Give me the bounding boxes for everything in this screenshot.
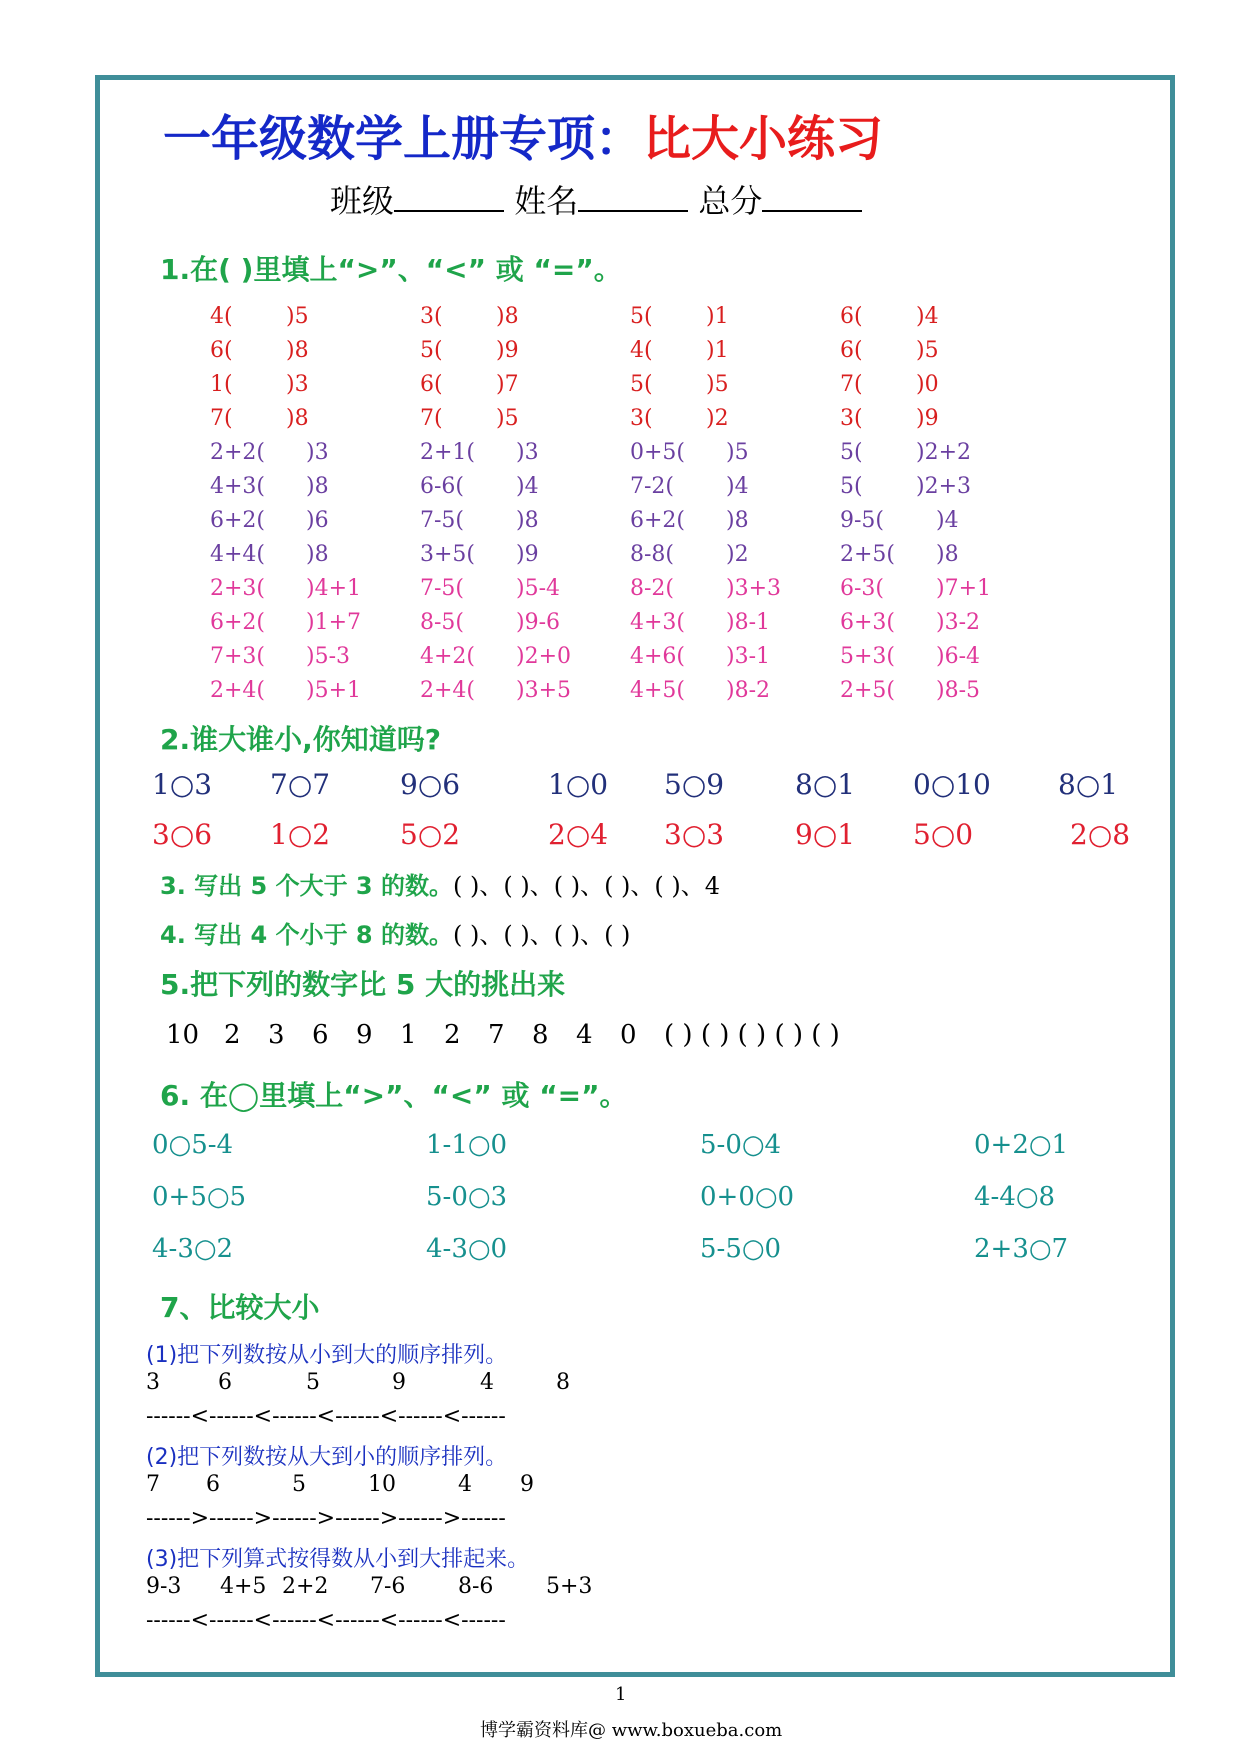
q7-part3-item: 9-3 (146, 1574, 182, 1599)
q5-number: 7 (488, 1020, 505, 1050)
q7-part1-item: 9 (392, 1370, 406, 1395)
q1-left-expr: 2+4( (210, 678, 266, 703)
q1-right-expr: )9-6 (516, 610, 561, 635)
q1-left-expr: 0+5( (630, 440, 686, 465)
q1-left-expr: 7-5( (420, 576, 465, 601)
q7-part1-order-line: ------<------<------<------<------<------ (146, 1404, 506, 1429)
q5-heading: 5.把下列的数字比 5 大的挑出来 (160, 968, 566, 1001)
q7-part1-instruction: (1)把下列数按从小到大的顺序排列。 (146, 1343, 508, 1368)
q7-part2-item: 10 (368, 1472, 396, 1497)
q6-compare-item: 1-1○0 (426, 1130, 508, 1160)
q1-left-expr: 8-2( (630, 576, 675, 601)
q2-compare-item: 1○2 (270, 818, 331, 851)
q6-heading: 6. 在◯里填上“>”、“<” 或 “=”。 (160, 1079, 628, 1112)
q7-part3-item: 2+2 (282, 1574, 329, 1599)
q6-compare-item: 5-0○3 (426, 1182, 508, 1212)
q1-left-expr: 7-2( (630, 474, 675, 499)
q2-compare-item: 5○2 (400, 818, 461, 851)
page-number: 1 (615, 1684, 627, 1705)
q6-compare-item: 0○5-4 (152, 1130, 234, 1160)
q1-right-expr: )8 (286, 406, 309, 431)
q6-compare-item: 5-0○4 (700, 1130, 782, 1160)
q1-right-expr: )2+2 (916, 440, 972, 465)
q2-compare-item: 5○9 (664, 768, 725, 801)
q5-number: 6 (312, 1020, 329, 1050)
q7-part1-item: 8 (556, 1370, 570, 1395)
q2-compare-item: 5○0 (913, 818, 974, 851)
student-info-line (330, 176, 862, 222)
q2-compare-item: 9○6 (400, 768, 461, 801)
q7-part2-instruction: (2)把下列数按从大到小的顺序排列。 (146, 1445, 508, 1470)
q1-right-expr: )4 (916, 304, 939, 329)
q1-right-expr: )3+5 (516, 678, 572, 703)
q1-left-expr: 5( (630, 372, 653, 397)
q1-right-expr: )5 (706, 372, 729, 397)
q1-right-expr: )5 (916, 338, 939, 363)
q1-left-expr: 3( (420, 304, 443, 329)
q1-left-expr: 3+5( (420, 542, 476, 567)
class-blank (394, 180, 504, 212)
q7-part2-item: 4 (458, 1472, 472, 1497)
q5-number: 2 (444, 1020, 461, 1050)
q1-right-expr: )8-5 (936, 678, 981, 703)
q1-right-expr: )4 (516, 474, 539, 499)
q1-right-expr: )5-3 (306, 644, 351, 669)
q1-right-expr: )3+3 (726, 576, 782, 601)
q1-left-expr: 6( (420, 372, 443, 397)
q1-right-expr: )6-4 (936, 644, 981, 669)
q1-right-expr: )8-2 (726, 678, 771, 703)
q6-compare-item: 4-4○8 (974, 1182, 1056, 1212)
q1-left-expr: 7-5( (420, 508, 465, 533)
q3-line (160, 866, 720, 901)
q1-left-expr: 1( (210, 372, 233, 397)
q2-compare-item: 8○1 (795, 768, 856, 801)
q6-compare-item: 4-3○2 (152, 1234, 234, 1264)
q1-left-expr: 4+5( (630, 678, 686, 703)
page-title (163, 100, 883, 169)
q1-right-expr: )1 (706, 304, 729, 329)
q2-compare-item: 2○8 (1070, 818, 1131, 851)
q7-heading: 7、比较大小 (160, 1291, 320, 1324)
q6-compare-item: 0+2○1 (974, 1130, 1069, 1160)
q1-left-expr: 8-8( (630, 542, 675, 567)
q1-right-expr: )3-2 (936, 610, 981, 635)
q7-part1-item: 5 (306, 1370, 320, 1395)
q6-compare-item: 5-5○0 (700, 1234, 782, 1264)
q1-right-expr: )3 (286, 372, 309, 397)
q5-number: 9 (356, 1020, 373, 1050)
q1-right-expr: )5 (726, 440, 749, 465)
q1-right-expr: )7 (496, 372, 519, 397)
q1-left-expr: 4+3( (210, 474, 266, 499)
q7-part3-item: 8-6 (458, 1574, 494, 1599)
q7-part1-item: 3 (146, 1370, 160, 1395)
q1-left-expr: 6-6( (420, 474, 465, 499)
q2-compare-item: 3○3 (664, 818, 725, 851)
q1-left-expr: 6+2( (210, 508, 266, 533)
q1-left-expr: 6( (840, 304, 863, 329)
q1-right-expr: )7+1 (936, 576, 992, 601)
q1-right-expr: )8 (936, 542, 959, 567)
q2-compare-item: 9○1 (795, 818, 856, 851)
q1-left-expr: 4+6( (630, 644, 686, 669)
q2-compare-item: 8○1 (1058, 768, 1119, 801)
q5-answer-blanks: ( ) ( ) ( ) ( ) ( ) (664, 1020, 840, 1050)
q1-right-expr: )9 (516, 542, 539, 567)
q1-left-expr: 6-3( (840, 576, 885, 601)
q5-number: 8 (532, 1020, 549, 1050)
q1-left-expr: 2+2( (210, 440, 266, 465)
q2-compare-item: 2○4 (548, 818, 609, 851)
q1-left-expr: 6+3( (840, 610, 896, 635)
q2-compare-item: 0○10 (913, 768, 991, 801)
q1-left-expr: 3( (840, 406, 863, 431)
q7-part2-item: 7 (146, 1472, 160, 1497)
q7-part2-item: 6 (206, 1472, 220, 1497)
q2-compare-item: 3○6 (152, 818, 213, 851)
q1-right-expr: )0 (916, 372, 939, 397)
q1-right-expr: )2 (726, 542, 749, 567)
score-label: 总分 (698, 182, 763, 220)
q5-number: 3 (268, 1020, 285, 1050)
q1-right-expr: )4+1 (306, 576, 362, 601)
q1-left-expr: 7( (840, 372, 863, 397)
q1-left-expr: 2+3( (210, 576, 266, 601)
name-label: 姓名 (514, 182, 579, 220)
q1-right-expr: )1 (706, 338, 729, 363)
name-blank (578, 180, 688, 212)
q5-number: 0 (620, 1020, 637, 1050)
q2-compare-item: 7○7 (270, 768, 331, 801)
q1-right-expr: )3 (516, 440, 539, 465)
q7-part1-item: 4 (480, 1370, 494, 1395)
q1-left-expr: 5+3( (840, 644, 896, 669)
q1-right-expr: )8 (306, 474, 329, 499)
q1-right-expr: )8 (306, 542, 329, 567)
q1-left-expr: 5( (840, 474, 863, 499)
q1-left-expr: 6+2( (630, 508, 686, 533)
q1-left-expr: 7+3( (210, 644, 266, 669)
q7-part3-instruction: (3)把下列算式按得数从小到大排起来。 (146, 1547, 530, 1572)
q1-right-expr: )5 (496, 406, 519, 431)
q3-answer-blanks: ( )、( )、( )、( )、( )、4 (453, 872, 721, 900)
q5-number: 4 (576, 1020, 593, 1050)
q7-part3-item: 7-6 (370, 1574, 406, 1599)
q2-heading: 2.谁大谁小,你知道吗? (160, 723, 441, 756)
q1-left-expr: 6( (840, 338, 863, 363)
q1-right-expr: )5 (286, 304, 309, 329)
q1-right-expr: )4 (726, 474, 749, 499)
q1-right-expr: )2+3 (916, 474, 972, 499)
title-prefix: 一年级数学上册专项： (163, 111, 644, 167)
title-topic: 比大小练习 (643, 111, 884, 167)
q1-left-expr: 2+5( (840, 542, 896, 567)
q6-compare-item: 0+5○5 (152, 1182, 247, 1212)
q1-left-expr: 4+3( (630, 610, 686, 635)
q1-right-expr: )8 (496, 304, 519, 329)
q1-right-expr: )4 (936, 508, 959, 533)
q1-left-expr: 3( (630, 406, 653, 431)
q7-part2-order-line: ------>------>------>------>------>------ (146, 1506, 506, 1531)
q1-left-expr: 4( (210, 304, 233, 329)
q1-left-expr: 4+4( (210, 542, 266, 567)
q1-left-expr: 2+4( (420, 678, 476, 703)
q1-right-expr: )5-4 (516, 576, 561, 601)
q1-left-expr: 2+5( (840, 678, 896, 703)
q1-left-expr: 7( (420, 406, 443, 431)
q1-right-expr: )5+1 (306, 678, 362, 703)
q1-left-expr: 5( (840, 440, 863, 465)
q5-number: 2 (224, 1020, 241, 1050)
score-blank (762, 180, 862, 212)
q4-heading: 4. 写出 4 个小于 8 的数。 (160, 921, 453, 949)
q1-right-expr: )2+0 (516, 644, 572, 669)
q1-left-expr: 8-5( (420, 610, 465, 635)
q1-right-expr: )2 (706, 406, 729, 431)
q1-right-expr: )8-1 (726, 610, 771, 635)
q2-compare-item: 1○0 (548, 768, 609, 801)
q1-right-expr: )9 (916, 406, 939, 431)
class-label: 班级 (330, 182, 395, 220)
q4-answer-blanks: ( )、( )、( )、( ) (453, 921, 631, 949)
q1-right-expr: )9 (496, 338, 519, 363)
q5-number: 10 (166, 1020, 200, 1050)
q1-left-expr: 5( (630, 304, 653, 329)
q1-left-expr: 2+1( (420, 440, 476, 465)
q1-right-expr: )8 (286, 338, 309, 363)
q1-right-expr: )8 (726, 508, 749, 533)
q7-part2-item: 9 (520, 1472, 534, 1497)
q3-heading: 3. 写出 5 个大于 3 的数。 (160, 872, 453, 900)
q1-left-expr: 4( (630, 338, 653, 363)
q1-left-expr: 6( (210, 338, 233, 363)
q1-right-expr: )3-1 (726, 644, 771, 669)
q1-left-expr: 6+2( (210, 610, 266, 635)
q6-compare-item: 2+3○7 (974, 1234, 1069, 1264)
q1-right-expr: )1+7 (306, 610, 362, 635)
q7-part3-item: 4+5 (220, 1574, 267, 1599)
q6-compare-item: 0+0○0 (700, 1182, 795, 1212)
q7-part2-item: 5 (292, 1472, 306, 1497)
source-credit: 博学霸资料库@ www.boxueba.com (480, 1720, 783, 1741)
q4-line (160, 915, 630, 950)
q1-right-expr: )3 (306, 440, 329, 465)
q1-left-expr: 4+2( (420, 644, 476, 669)
q1-left-expr: 9-5( (840, 508, 885, 533)
q1-heading: 1.在( )里填上“>”、“<” 或 “=”。 (160, 253, 622, 286)
q7-part3-item: 5+3 (546, 1574, 593, 1599)
q7-part3-order-line: ------<------<------<------<------<------ (146, 1608, 506, 1633)
q1-left-expr: 5( (420, 338, 443, 363)
q7-part1-item: 6 (218, 1370, 232, 1395)
q1-left-expr: 7( (210, 406, 233, 431)
q1-right-expr: )8 (516, 508, 539, 533)
q2-compare-item: 1○3 (152, 768, 213, 801)
q1-right-expr: )6 (306, 508, 329, 533)
q5-number: 1 (400, 1020, 417, 1050)
q6-compare-item: 4-3○0 (426, 1234, 508, 1264)
